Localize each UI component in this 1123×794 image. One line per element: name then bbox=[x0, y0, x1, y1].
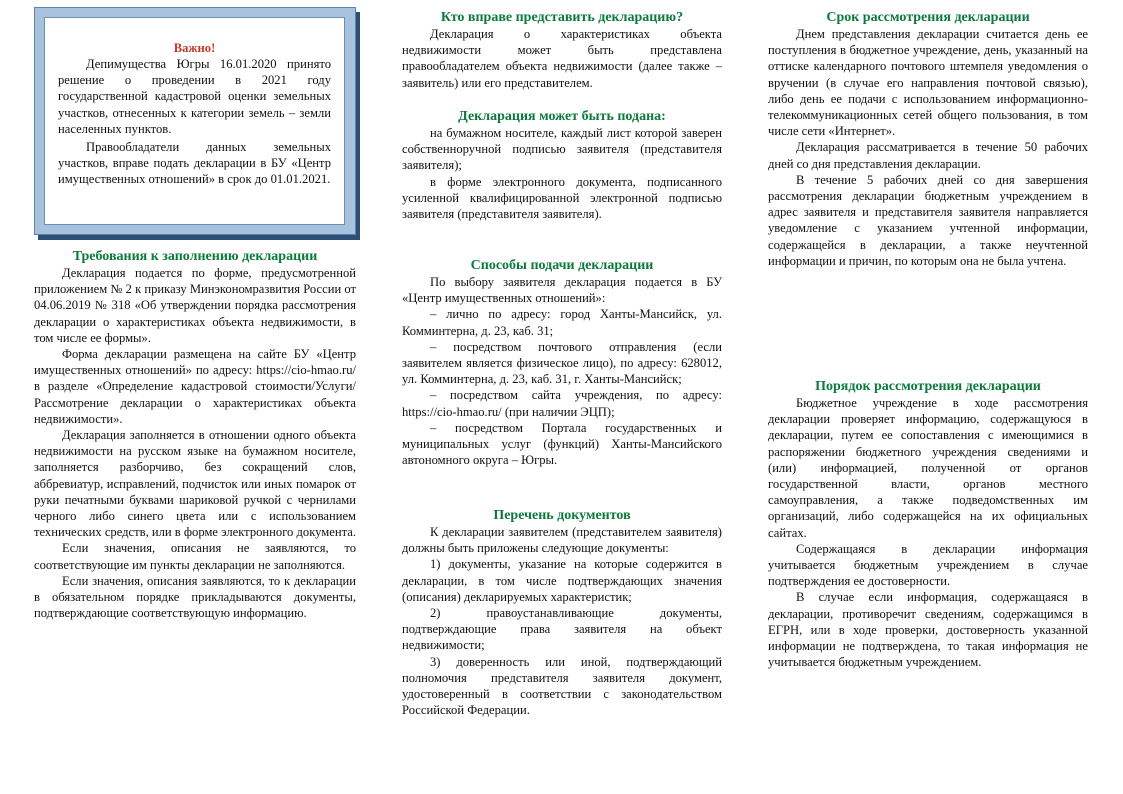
who-section bbox=[402, 10, 722, 91]
documents-paragraph: 1) документы, указание на которые содержится в декларации, в том числе подтверждающих значения (описания) декларируемых характеристик; bbox=[402, 557, 722, 604]
requirements-paragraph: Форма декларации размещена на сайте БУ «Центр имущественных отношений» по адресу: https://cio-hmao.ru/ в разделе «Определение кадастровой стоимости/Услуги/ Рассмотрение декларации о характеристиках объекта недвижимости». bbox=[34, 347, 356, 426]
term-paragraph: Декларация рассматривается в течение 50 рабочих дней со дня представления декларации. bbox=[768, 140, 1088, 171]
methods-paragraph: – посредством сайта учреждения, по адресу: https://cio-hmao.ru/ (при наличии ЭЦП); bbox=[402, 388, 722, 419]
can-submit-heading: Декларация может быть подана: bbox=[458, 109, 666, 124]
term-paragraph: Днем представления декларации считается день ее поступления в бюджетное учреждение, день, указанный на оттиске календарного почтового штемпеля уведомления о вручении (в случае его направления почтовой связью), либо день ее подачи с использованием информационно-телекоммуникационных сетей общего пользования, в том числе сети «Интернет». bbox=[768, 27, 1088, 139]
requirements-paragraph: Декларация заполняется в отношении одного объекта недвижимости на русском языке на бумажном носителе, заполняется разборчиво, без сокращений слов, аббревиатур, исправлений, подчисток или иных помарок от руки печатными буквами шариковой ручкой с чернилами черного либо синего цвета или с использованием технических средств, или в форме электронного документа. bbox=[34, 428, 356, 540]
important-notice bbox=[44, 17, 345, 225]
can-submit-paragraph: в форме электронного документа, подписанного усиленной квалифицированной электронной подписью заявителя (представителя заявителя). bbox=[402, 174, 722, 222]
documents-paragraph: 2) правоустанавливающие документы, подтверждающие права заявителя на объект недвижимости; bbox=[402, 606, 722, 653]
who-heading: Кто вправе представить декларацию? bbox=[440, 10, 684, 25]
methods-heading: Способы подачи декларации bbox=[470, 258, 654, 273]
term-heading: Срок рассмотрения декларации bbox=[826, 10, 1030, 25]
important-title: Важно! bbox=[173, 41, 216, 55]
documents-paragraph: К декларации заявителем (представителем заявителя) должны быть приложены следующие документы: bbox=[402, 525, 722, 556]
procedure-paragraph: В случае если информация, содержащаяся в декларации, противоречит сведениям, содержащимся в ЕГРН, или в ходе проверки, достоверность указанной информации не подтверждена, то такая информация не учитывается бюджетным учреждением. bbox=[768, 590, 1088, 670]
documents-heading: Перечень документов bbox=[493, 508, 631, 523]
can-submit-section bbox=[402, 109, 722, 222]
documents-paragraph: 3) доверенность или иной, подтверждающий полномочия представителя заявителя документ, удостоверенный в соответствии с законодательством Российской Федерации. bbox=[402, 654, 722, 718]
procedure-paragraph: Содержащаяся в декларации информация учитывается бюджетным учреждением в случае подтверждения ее достоверности. bbox=[768, 541, 1088, 589]
methods-paragraph: – посредством Портала государственных и муниципальных услуг (функций) Ханты-Мансийского автономного округа – Югры. bbox=[402, 420, 722, 468]
methods-section bbox=[402, 258, 722, 468]
can-submit-paragraph: на бумажном носителе, каждый лист которой заверен собственноручной подписью заявителя (представителя заявителя); bbox=[402, 126, 722, 173]
methods-paragraph: По выбору заявителя декларация подается в БУ «Центр имущественных отношений»: bbox=[402, 275, 722, 306]
requirements-paragraph: Если значения, описания заявляются, то к декларации в обязательном порядке прикладываются документы, подтверждающие соответствующую информацию. bbox=[34, 573, 356, 621]
requirements-paragraph: Декларация подается по форме, предусмотренной приложением № 2 к приказу Минэкономразвития России от 04.06.2019 № 318 «Об утверждении порядка рассмотрения декларации о характеристиках объекта недвижимости, в том числе ее формы». bbox=[34, 266, 356, 345]
documents-section bbox=[402, 508, 722, 718]
methods-paragraph: – посредством почтового отправления (если заявителем является физическое лицо), по адресу: 628012, ул. Комминтерна, д. 23, каб. 31, г. Ханты-Мансийск; bbox=[402, 339, 722, 387]
procedure-paragraph: Бюджетное учреждение в ходе рассмотрения декларации проверяет информацию, содержащуюся в декларации, путем ее сопоставления с имеющимися в распоряжении бюджетного учреждения сведениями и (или) информацией, полученной от органов государственной власти, органов местного самоуправления, а также подведомственных им организаций, либо содержащейся на их официальных сайтах. bbox=[768, 396, 1088, 540]
requirements-heading: Требования к заполнению декларации bbox=[72, 249, 318, 264]
methods-paragraph: – лично по адресу: город Ханты-Мансийск, ул. Комминтерна, д. 23, каб. 31; bbox=[402, 307, 722, 338]
term-section bbox=[768, 10, 1088, 269]
requirements-section bbox=[34, 249, 356, 621]
important-paragraph: Правообладатели данных земельных участков, вправе подать декларации в БУ «Центр имущественных отношений» в срок до 01.01.2021. bbox=[58, 140, 331, 187]
important-paragraph: Депимущества Югры 16.01.2020 принято решение о проведении в 2021 году государственной кадастровой оценки земельных участков, отнесенных к категории земель – земли населенных пунктов. bbox=[58, 57, 331, 136]
who-paragraph: Декларация о характеристиках объекта недвижимости может быть представлена правообладателем объекта недвижимости (далее также – заявитель) или его представителем. bbox=[402, 27, 722, 90]
procedure-section bbox=[768, 379, 1088, 670]
important-notice-frame bbox=[34, 7, 356, 235]
procedure-heading: Порядок рассмотрения декларации bbox=[815, 379, 1041, 394]
term-paragraph: В течение 5 рабочих дней со дня завершения рассмотрения декларации бюджетным учреждением в адрес заявителя и представителя заявителя направляется уведомление с указанием учтенной информации, содержащейся в декларации, а также неучтенной информации и причин, по которым она не была учтена. bbox=[768, 172, 1088, 268]
requirements-paragraph: Если значения, описания не заявляются, то соответствующие им пункты декларации не заполняются. bbox=[34, 541, 356, 572]
